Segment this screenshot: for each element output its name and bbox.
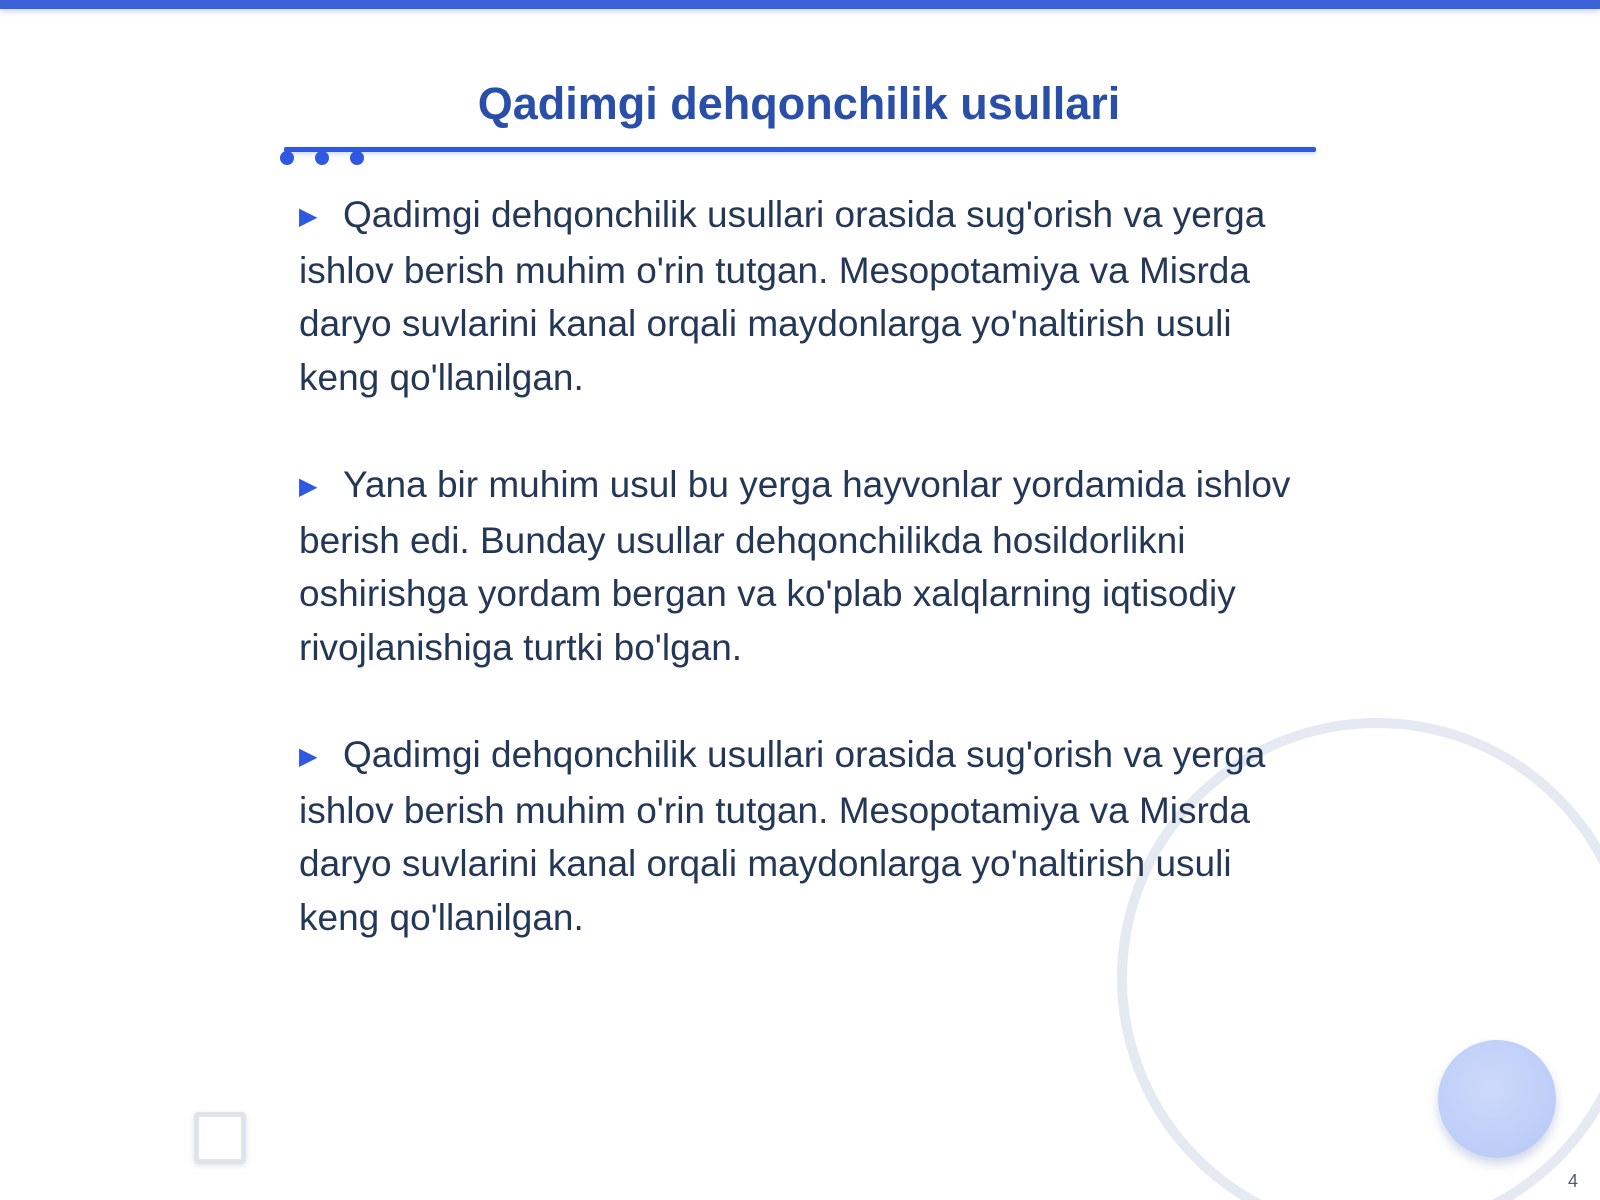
decorative-circle [1438,1040,1556,1158]
bullet-arrow-icon: ▶ [299,203,318,230]
paragraph-text: Qadimgi dehqonchilik usullari orasida sug'orish va yerga ishlov berish muhim o'rin tutgan. Mesopotamiya va Misrda daryo suvlarini kanal orqali maydonlarga yo'naltirish usuli keng qo'llanilgan. [299,194,1266,398]
underline-dot [350,151,364,165]
decorative-square [194,1112,246,1164]
paragraph-text: Yana bir muhim usul bu yerga hayvonlar yordamida ishlov berish edi. Bunday usullar dehqonchilikda hosildorlikni oshirishga yordam bergan va ko'plab xalqlarning iqtisodiy rivojlanishiga turtki bo'lgan. [299,464,1291,668]
bullet-paragraph [299,458,1299,674]
bullet-arrow-icon: ▶ [299,473,318,500]
bullet-arrow-icon: ▶ [299,743,318,770]
underline-dot [315,151,329,165]
bullet-paragraph [299,188,1299,404]
title-underline [284,147,1316,152]
underline-dot [280,151,294,165]
bullet-paragraph [299,728,1299,944]
paragraph-text: Qadimgi dehqonchilik usullari orasida sug'orish va yerga ishlov berish muhim o'rin tutgan. Mesopotamiya va Misrda daryo suvlarini kanal orqali maydonlarga yo'naltirish usuli keng qo'llanilgan. [299,734,1266,938]
top-accent-bar [0,0,1600,9]
page-number: 4 [1567,1171,1578,1191]
slide-title: Qadimgi dehqonchilik usullari [477,78,1121,129]
bullet-list [299,188,1299,998]
